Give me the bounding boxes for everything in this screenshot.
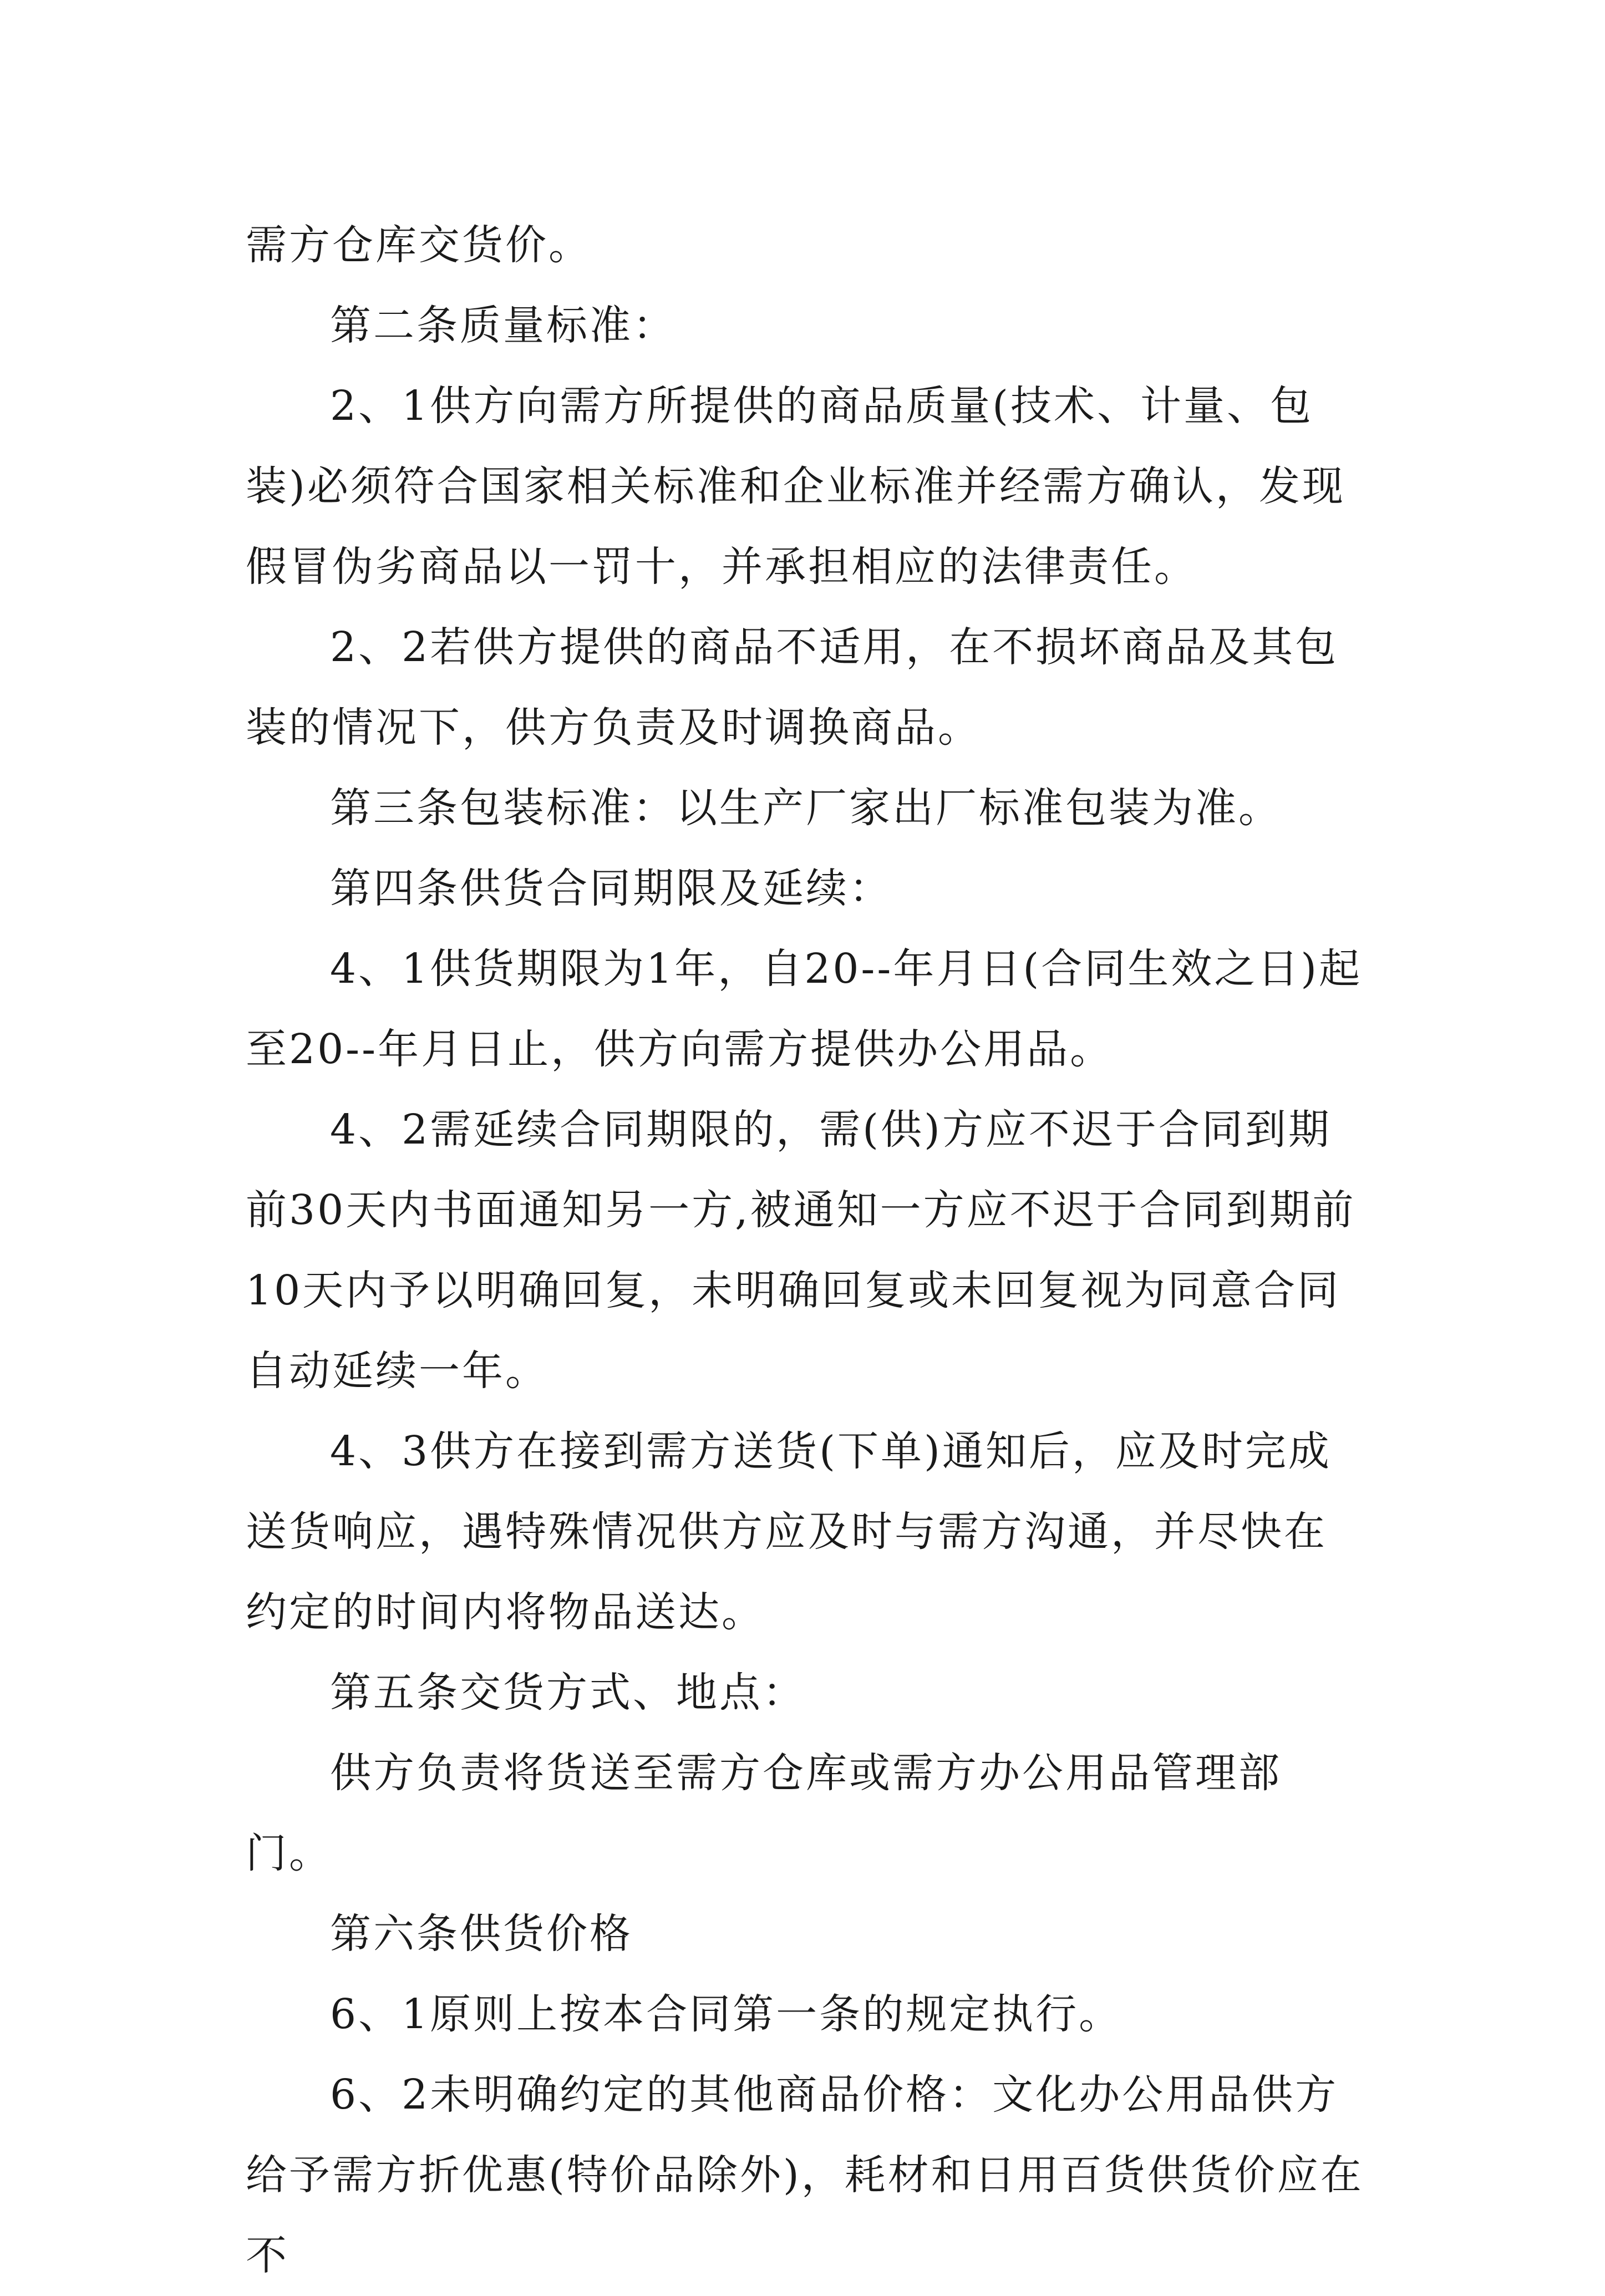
paragraph-4-2: 4、2需延续合同期限的，需(供)方应不迟于合同到期前30天内书面通知另一方,被通知一方应不迟于合同到期前10天内予以明确回复，未明确回复或未回复视为同意合同自动延续一年。	[246, 1106, 1356, 1395]
heading-article-3-packaging: 第三条包装标准：以生产厂家出厂标准包装为准。	[330, 784, 1282, 832]
heading-article-4-term: 第四条供货合同期限及延续：	[330, 865, 892, 912]
paragraph-5-delivery-location: 供方负责将货送至需方仓库或需方办公用品管理部门。	[246, 1749, 1282, 1877]
document-body	[246, 205, 1366, 2296]
heading-article-5-delivery: 第五条交货方式、地点：	[330, 1669, 806, 1716]
paragraph-6-2: 6、2未明确约定的其他商品价格：文化办公用品供方给予需方折优惠(特价品除外)，耗材和日用百货供货价应在不	[246, 2071, 1364, 2279]
paragraph-2-2: 2、2若供方提供的商品不适用，在不损坏商品及其包装的情况下，供方负责及时调换商品。	[246, 623, 1339, 751]
paragraph-6-1: 6、1原则上按本合同第一条的规定执行。	[330, 1990, 1123, 2038]
paragraph-4-1: 4、1供货期限为1年，自20--年月日(合同生效之日)起至20--年月日止，供方向需方提供办公用品。	[246, 945, 1363, 1073]
heading-article-2-quality: 第二条质量标准：	[330, 302, 676, 349]
paragraph-4-3: 4、3供方在接到需方送货(下单)通知后，应及时完成送货响应，遇特殊情况供方应及时与需方沟通，并尽快在约定的时间内将物品送达。	[246, 1428, 1332, 1636]
heading-article-6-price: 第六条供货价格	[330, 1910, 633, 1958]
paragraph-2-1: 2、1供方向需方所提供的商品质量(技术、计量、包装)必须符合国家相关标准和企业标准并经需方确认，发现假冒伪劣商品以一罚十，并承担相应的法律责任。	[246, 382, 1345, 591]
paragraph-delivery-price: 需方仓库交货价。	[246, 221, 592, 269]
